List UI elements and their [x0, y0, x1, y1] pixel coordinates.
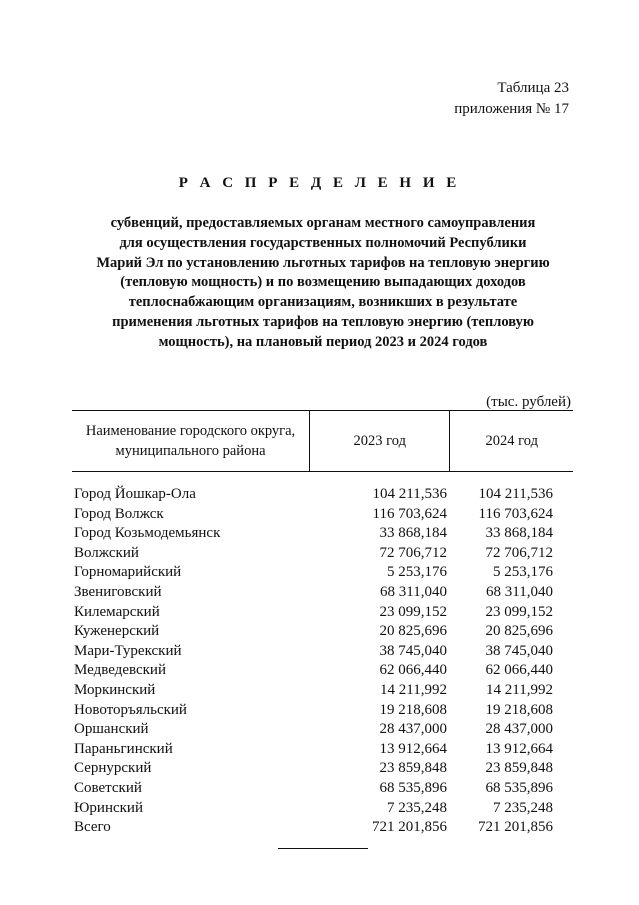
- value-2023: 28 437,000: [379, 721, 447, 738]
- value-2024: 72 706,712: [485, 544, 553, 561]
- header-year-2024: 2024 год: [485, 433, 538, 449]
- table-row: [72, 759, 573, 779]
- value-2024: 33 868,184: [485, 525, 553, 542]
- appendix-number: приложения № 17: [454, 101, 569, 117]
- value-2023: 7 235,248: [387, 799, 447, 816]
- table-row: [72, 681, 573, 701]
- total-row: [72, 818, 573, 838]
- value-2024: 38 745,040: [485, 642, 553, 659]
- table-row: [72, 661, 573, 681]
- value-2024: 62 066,440: [485, 662, 553, 679]
- municipality-name: Куженерский: [74, 623, 160, 640]
- value-2023: 38 745,040: [379, 642, 447, 659]
- value-2023: 62 066,440: [379, 662, 447, 679]
- municipality-name: Килемарский: [74, 603, 160, 620]
- municipality-name: Город Козьмодемьянск: [74, 525, 221, 542]
- municipality-name: Новоторъяльский: [74, 701, 187, 718]
- table-number: Таблица 23: [497, 80, 569, 96]
- table-row: [72, 799, 573, 819]
- distribution-table: [72, 410, 573, 838]
- subtitle-line: применения льготных тарифов на тепловую энергию (тепловую: [112, 313, 534, 330]
- value-2023: 116 703,624: [372, 505, 447, 522]
- value-2023: 33 868,184: [379, 525, 447, 542]
- municipality-name: Юринский: [74, 799, 143, 816]
- subtitle-line: субвенций, предоставляемых органам местного самоуправления: [110, 215, 536, 231]
- municipality-name: Оршанский: [74, 721, 149, 738]
- subtitle-line: теплоснабжающим организациям, возникших в результате: [128, 294, 518, 311]
- table-header: [72, 410, 573, 472]
- value-2024: 28 437,000: [485, 721, 553, 738]
- subtitle-line: для осуществления государственных полномочий Республики: [119, 234, 527, 251]
- table-row: [72, 544, 573, 564]
- value-2024: 68 535,896: [485, 779, 553, 796]
- table-body: [72, 485, 573, 838]
- value-2023: 721 201,856: [372, 819, 447, 836]
- subtitle-line: (тепловую мощность) и по возмещению выпадающих доходов: [120, 274, 526, 291]
- table-row: [72, 524, 573, 544]
- value-2023: 23 099,152: [379, 603, 447, 620]
- table-row: [72, 701, 573, 721]
- value-2023: 72 706,712: [379, 544, 447, 561]
- table-row: [72, 603, 573, 623]
- municipality-name: Сернурский: [74, 760, 152, 777]
- municipality-name: Город Йошкар-Ола: [74, 486, 196, 502]
- table-row: [72, 622, 573, 642]
- end-divider: [278, 848, 368, 849]
- value-2024: 5 253,176: [493, 564, 553, 581]
- document-subtitle: [75, 214, 571, 353]
- value-2023: 14 211,992: [380, 681, 447, 698]
- value-2024: 7 235,248: [493, 799, 553, 816]
- municipality-name: Мари-Турекский: [74, 642, 182, 659]
- municipality-name: Волжский: [74, 544, 139, 561]
- value-2024: 23 099,152: [485, 603, 553, 620]
- value-2024: 14 211,992: [486, 681, 553, 698]
- municipality-name: Медведевский: [74, 662, 166, 679]
- units-label: (тыс. рублей): [486, 394, 571, 410]
- value-2024: 23 859,848: [485, 760, 553, 777]
- value-2023: 68 311,040: [380, 583, 447, 600]
- municipality-name: Моркинский: [74, 681, 156, 698]
- table-row: [72, 720, 573, 740]
- table-row: [72, 563, 573, 583]
- value-2024: 68 311,040: [486, 583, 553, 600]
- table-row: [72, 642, 573, 662]
- header-name-line: Наименование городского округа,: [85, 423, 296, 439]
- value-2024: 104 211,536: [478, 486, 553, 502]
- value-2023: 68 535,896: [379, 779, 447, 796]
- value-2024: 721 201,856: [478, 819, 553, 836]
- subtitle-line: Марий Эл по установлению льготных тарифов на тепловую энергию: [96, 254, 550, 271]
- value-2023: 23 859,848: [379, 760, 447, 777]
- table-row: [72, 485, 573, 505]
- municipality-name: Горномарийский: [74, 564, 182, 581]
- value-2023: 5 253,176: [387, 564, 447, 581]
- table-row: [72, 740, 573, 760]
- value-2024: 19 218,608: [485, 701, 553, 718]
- municipality-name: Советский: [74, 779, 142, 796]
- header-name-line: муниципального района: [115, 443, 266, 459]
- municipality-name: Всего: [74, 819, 111, 836]
- document-title: Р А С П Р Е Д Е Л Е Н И Е: [178, 175, 461, 191]
- subtitle-line: мощность), на плановый период 2023 и 2024 годов: [158, 333, 488, 350]
- municipality-name: Параньгинский: [74, 740, 173, 757]
- value-2023: 19 218,608: [379, 701, 447, 718]
- table-reference: [454, 78, 569, 120]
- value-2023: 13 912,664: [379, 740, 447, 757]
- value-2024: 20 825,696: [485, 623, 553, 640]
- municipality-name: Город Волжск: [74, 505, 164, 522]
- table-row: [72, 505, 573, 525]
- value-2024: 13 912,664: [485, 740, 553, 757]
- municipality-name: Звениговский: [74, 583, 162, 600]
- header-name-column: [72, 411, 310, 471]
- table-row: [72, 583, 573, 603]
- table-row: [72, 779, 573, 799]
- value-2023: 20 825,696: [379, 623, 447, 640]
- value-2023: 104 211,536: [372, 486, 447, 502]
- header-year-2023: 2023 год: [310, 411, 450, 471]
- value-2024: 116 703,624: [478, 505, 553, 522]
